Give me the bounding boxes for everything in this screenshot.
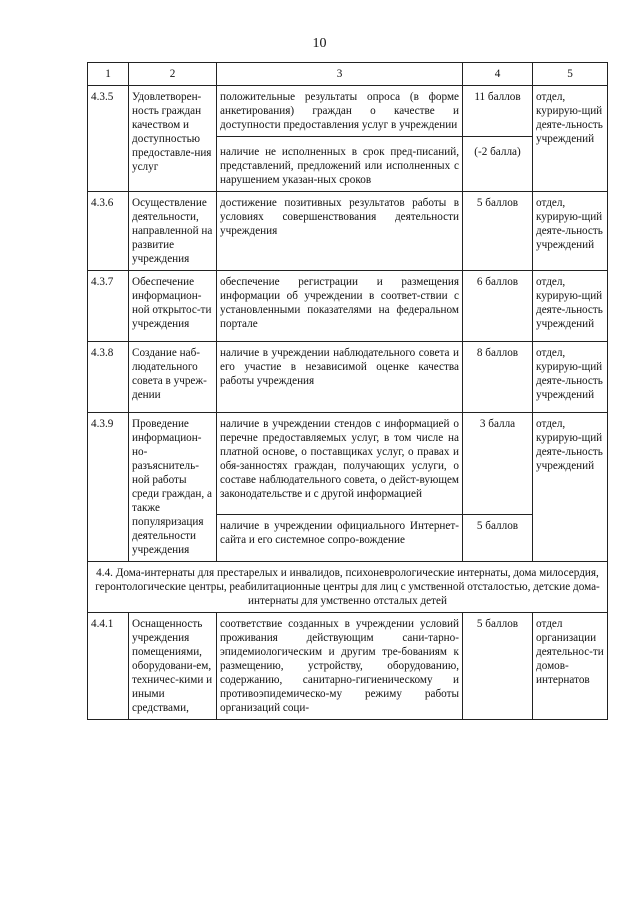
criterion-text: соответствие созданных в учреждении условий проживания действующим сани-тарно-эпидемиологическим и другим тре-бованиям к размещению, устройству, оборудованию, содержанию, санитарно-гигиеническому и противоэпидемическо-му режиму работы организаций соци- xyxy=(217,613,463,720)
table-row xyxy=(88,613,608,720)
page-number: 10 xyxy=(312,36,327,51)
score-value: 5 баллов xyxy=(463,192,533,271)
row-number: 4.4.1 xyxy=(88,613,129,720)
indicator-name: Осуществление деятельности, направленной на развитие учреждения xyxy=(129,192,217,271)
indicator-name: Проведение информацион-но-разъяснитель-ной работы среди граждан, а также популяризация деятельности учреждения xyxy=(129,413,217,562)
table-row xyxy=(88,271,608,342)
row-number: 4.3.5 xyxy=(88,86,129,192)
criteria-table xyxy=(87,62,608,720)
criterion-text: достижение позитивных результатов работы в условиях совершенствования деятельности учреждения xyxy=(217,192,463,271)
indicator-name: Оснащенность учреждения помещениями, оборудовани-ем, техничес-кими и иными средствами, xyxy=(129,613,217,720)
score-value: 6 баллов xyxy=(463,271,533,342)
score-value: (-2 балла) xyxy=(463,137,533,192)
criterion-text: наличие в учреждении наблюдательного совета и его участие в независимой оценке качества работы учреждения xyxy=(217,342,463,413)
indicator-name: Создание наб-людательного совета в учреж-дении xyxy=(129,342,217,413)
score-value: 5 баллов xyxy=(463,613,533,720)
table-row xyxy=(88,192,608,271)
header-col-4: 4 xyxy=(463,63,533,86)
row-number: 4.3.9 xyxy=(88,413,129,562)
responsible-unit: отдел, курирую-щий деяте-льность учреждений xyxy=(533,342,608,413)
table-row xyxy=(88,86,608,137)
criterion-text: наличие в учреждении стендов с информацией о перечне предоставляемых услуг, в том числе на платной основе, о поставщиках услуг, о правах и обя-занностях граждан, получающих услуги, о составе наблюдательного совета, о дейст-вующем законодательстве и с другой информацией xyxy=(217,413,463,515)
indicator-name: Удовлетворен-ность граждан качеством и доступностью предоставле-ния услуг xyxy=(129,86,217,192)
criterion-text: наличие не исполненных в срок пред-писаний, представлений, предложений или исполненных с нарушением указан-ных сроков xyxy=(217,137,463,192)
responsible-unit: отдел, курирую-щий деяте-льность учреждений xyxy=(533,413,608,562)
criterion-text: положительные результаты опроса (в форме анкетирования) граждан о качестве и доступности предоставления услуг в учреждении xyxy=(217,86,463,137)
table-row xyxy=(88,342,608,413)
header-col-2: 2 xyxy=(129,63,217,86)
indicator-name: Обеспечение информацион-ной открытос-ти учреждения xyxy=(129,271,217,342)
header-col-1: 1 xyxy=(88,63,129,86)
responsible-unit: отдел, курирую-щий деяте-льность учреждений xyxy=(533,192,608,271)
header-col-5: 5 xyxy=(533,63,608,86)
responsible-unit: отдел, курирую-щий деяте-льность учреждений xyxy=(533,86,608,192)
criterion-text: наличие в учреждении официального Интернет-сайта и его системное сопро-вождение xyxy=(217,514,463,561)
score-value: 8 баллов xyxy=(463,342,533,413)
score-value: 11 баллов xyxy=(463,86,533,137)
responsible-unit: отдел организации деятельнос-ти домов-интернатов xyxy=(533,613,608,720)
section-row xyxy=(88,562,608,613)
row-number: 4.3.8 xyxy=(88,342,129,413)
responsible-unit: отдел, курирую-щий деяте-льность учреждений xyxy=(533,271,608,342)
header-col-3: 3 xyxy=(217,63,463,86)
section-title: 4.4. Дома-интернаты для престарелых и инвалидов, психоневрологические интернаты, дома милосердия, геронтологические центры, реабилитационные центры для лиц с умственной отсталостью, детские дома-интернаты для умственно отсталых детей xyxy=(88,562,608,613)
score-value: 3 балла xyxy=(463,413,533,515)
row-number: 4.3.6 xyxy=(88,192,129,271)
header-row xyxy=(88,63,608,86)
score-value: 5 баллов xyxy=(463,514,533,561)
row-number: 4.3.7 xyxy=(88,271,129,342)
criterion-text: обеспечение регистрации и размещения информации об учреждении в соответ-ствии с установленными показателями на федеральном портале xyxy=(217,271,463,342)
table-row xyxy=(88,413,608,515)
